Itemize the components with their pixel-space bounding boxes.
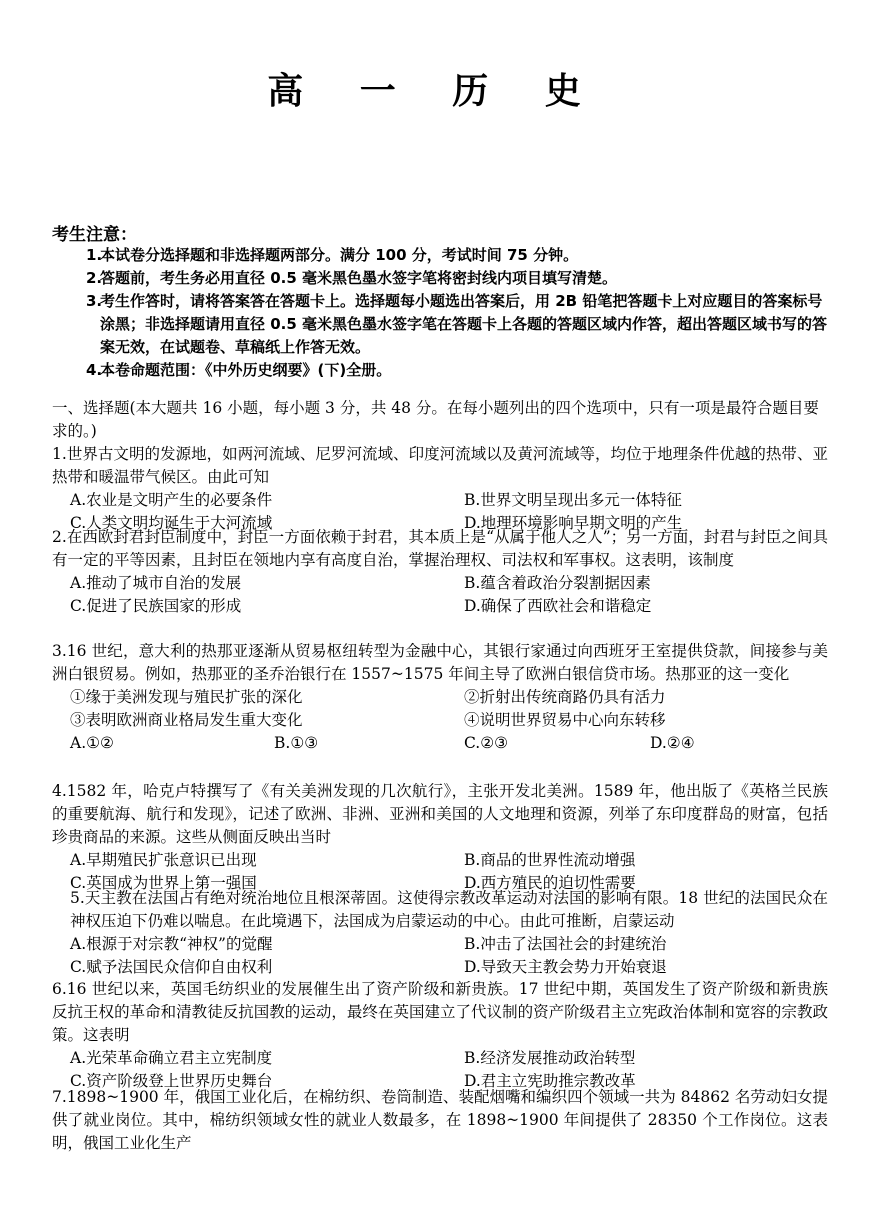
question-7 xyxy=(52,1086,828,1155)
option-row xyxy=(52,572,828,595)
option-row xyxy=(52,732,828,755)
option-c: C.人类文明均诞生于大河流域 xyxy=(70,514,273,532)
question-stem: 1.世界古文明的发源地，如两河流域、尼罗河流域、印度河流域以及黄河流域等，均位于地理条件优越的热带、亚热带和暖温带气候区。由此可知 xyxy=(52,445,828,486)
page-title: 高 一 历 史 xyxy=(267,71,603,112)
option-a: A.光荣革命确立君主立宪制度 xyxy=(70,1049,273,1067)
statement-1: ①缘于美洲发现与殖民扩张的深化 xyxy=(70,688,303,706)
option-b: B.冲击了法国社会的封建统治 xyxy=(464,935,667,953)
option-row xyxy=(52,956,828,979)
statement-row xyxy=(52,709,828,732)
option-row xyxy=(52,849,828,872)
notice-item xyxy=(52,290,832,359)
question-5 xyxy=(52,887,828,979)
statement-4: ④说明世界贸易中心向东转移 xyxy=(464,711,666,729)
option-row xyxy=(52,595,828,618)
option-d: D.君主立宪助推宗教改革 xyxy=(464,1072,636,1090)
option-d: D.确保了西欧社会和谐稳定 xyxy=(464,597,652,615)
statement-3: ③表明欧洲商业格局发生重大变化 xyxy=(70,711,303,729)
option-b: B.①③ xyxy=(274,734,319,752)
option-c: C.②③ xyxy=(464,734,509,752)
notice-item-number: 4. xyxy=(86,361,103,379)
option-d: D.地理环境影响早期文明的产生 xyxy=(464,514,683,532)
option-a: A.推动了城市自治的发展 xyxy=(70,574,242,592)
notice-list xyxy=(52,244,832,382)
question-3 xyxy=(52,640,828,755)
notice-item-text: 本卷命题范围：《中外历史纲要》(下)全册。 xyxy=(100,361,392,379)
notice-item xyxy=(52,244,832,267)
question-4 xyxy=(52,780,828,895)
question-stem: 7.1898~1900 年，俄国工业化后，在棉纺织、卷筒制造、装配烟嘴和编织四个领域一共为 84862 名劳动妇女提供了就业岗位。其中，棉纺织领域女性的就业人数最多，在 1898~1900 年间提供了 28350 个工作岗位。这表明，俄国工业化生产 xyxy=(52,1088,828,1152)
notice-item xyxy=(52,359,832,382)
option-b: B.商品的世界性流动增强 xyxy=(464,851,636,869)
question-stem: 4.1582 年，哈克卢特撰写了《有关美洲发现的几次航行》，主张开发北美洲。1589 年，他出版了《英格兰民族的重要航海、航行和发现》，记述了欧洲、非洲、亚洲和美国的人文地理和资源，列举了东印度群岛的财富，包括珍贵商品的来源。这些从侧面反映出当时 xyxy=(52,782,828,846)
option-c: C.赋予法国民众信仰自由权利 xyxy=(70,958,273,976)
notice-item-text: 答题前，考生务必用直径 0.5 毫米黑色墨水签字笔将密封线内项目填写清楚。 xyxy=(100,269,618,287)
notice-item-number: 3. xyxy=(86,292,103,310)
question-6 xyxy=(52,978,828,1093)
question-stem: 5.天主教在法国占有绝对统治地位且根深蒂固。这使得宗教改革运动对法国的影响有限。18 世纪的法国民众在神权压迫下仍难以喘息。在此境遇下，法国成为启蒙运动的中心。由此可推断，启蒙运动 xyxy=(70,889,828,930)
statement-2: ②折射出传统商路仍具有活力 xyxy=(464,688,666,706)
option-b: B.世界文明呈现出多元一体特征 xyxy=(464,491,682,509)
option-a: A.根源于对宗教“神权”的觉醒 xyxy=(70,935,273,953)
option-row xyxy=(52,489,828,512)
option-d: D.导致天主教会势力开始衰退 xyxy=(464,958,667,976)
option-b: B.蕴含着政治分裂割据因素 xyxy=(464,574,651,592)
section-heading: 一、选择题(本大题共 16 小题，每小题 3 分，共 48 分。在每小题列出的四个选项中，只有一项是最符合题目要求的。) xyxy=(52,399,819,440)
option-a: A.①② xyxy=(70,734,114,752)
option-c: C.促进了民族国家的形成 xyxy=(70,597,242,615)
option-d: D.西方殖民的迫切性需要 xyxy=(464,874,636,892)
option-row xyxy=(52,1047,828,1070)
notice-item-text: 本试卷分选择题和非选择题两部分。满分 100 分，考试时间 75 分钟。 xyxy=(100,246,579,264)
notice-item xyxy=(52,267,832,290)
notice-item-number: 1. xyxy=(86,246,103,264)
question-stem: 3.16 世纪，意大利的热那亚逐渐从贸易枢纽转型为金融中心，其银行家通过向西班牙王室提供贷款，间接参与美洲白银贸易。例如，热那亚的圣乔治银行在 1557~1575 年间主导了欧洲白银信贷市场。热那亚的这一变化 xyxy=(52,642,828,683)
option-c: C.资产阶级登上世界历史舞台 xyxy=(70,1072,273,1090)
statement-row xyxy=(52,686,828,709)
notice-item-number: 2. xyxy=(86,269,103,287)
question-stem: 6.16 世纪以来，英国毛纺织业的发展催生出了资产阶级和新贵族。17 世纪中期，英国发生了资产阶级和新贵族反抗王权的革命和清教徒反抗国教的运动，最终在英国建立了代议制的资产阶级君主立宪政治体制和宽容的宗教政策。这表明 xyxy=(52,980,828,1044)
option-a: A.早期殖民扩张意识已出现 xyxy=(70,851,257,869)
option-c: C.英国成为世界上第一强国 xyxy=(70,874,257,892)
option-b: B.经济发展推动政治转型 xyxy=(464,1049,636,1067)
notice-heading: 考生注意： xyxy=(52,225,137,245)
question-2 xyxy=(52,526,828,618)
question-stem: 2.在西欧封君封臣制度中，封臣一方面依赖于封君，其本质上是“从属于他人之人”；另一方面，封君与封臣之间具有一定的平等因素，且封臣在领地内享有高度自治，掌握治理权、司法权和军事权。这表明，该制度 xyxy=(52,528,828,569)
option-d: D.②④ xyxy=(650,734,695,752)
notice-item-text: 考生作答时，请将答案答在答题卡上。选择题每小题选出答案后，用 2B 铅笔把答题卡上对应题目的答案标号涂黑；非选择题请用直径 0.5 毫米黑色墨水签字笔在答题卡上各题的答题区域内作答，超出答题区域书写的答案无效，在试题卷、草稿纸上作答无效。 xyxy=(100,292,828,356)
option-a: A.农业是文明产生的必要条件 xyxy=(70,491,273,509)
question-1 xyxy=(52,443,828,535)
option-row xyxy=(52,933,828,956)
